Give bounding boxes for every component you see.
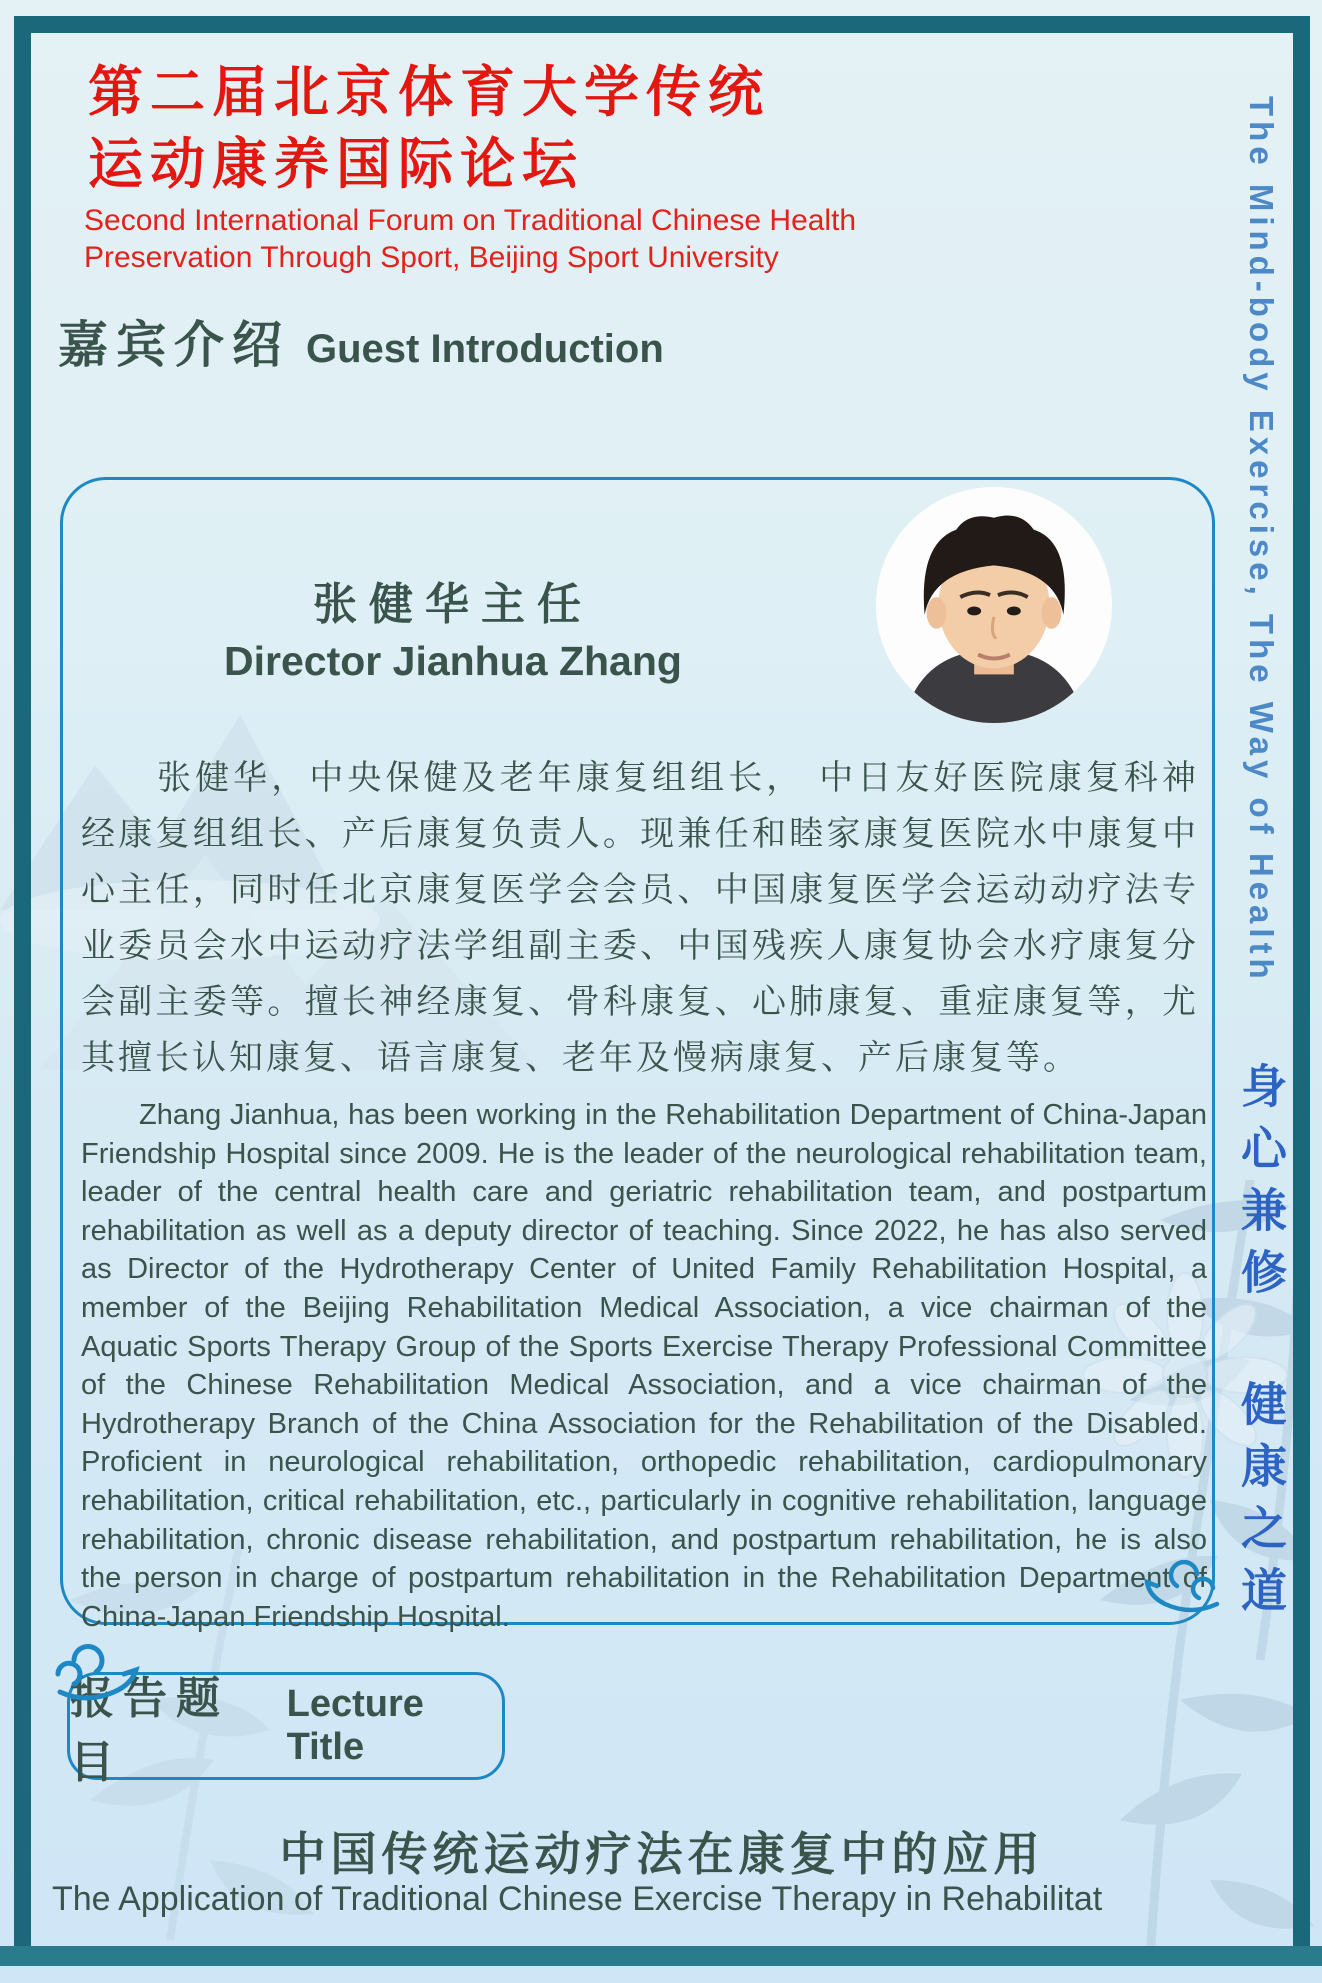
guest-introduction-heading: [58, 305, 664, 377]
sidebar-slogan-english: The Mind-body Exercise, The Way of Health: [1243, 96, 1280, 984]
guest-name-zh: 张健华主任: [313, 579, 593, 630]
lecture-title-english: The Application of Traditional Chinese Exercise Therapy in Rehabilitat: [52, 1880, 1103, 1918]
guest-bio-chinese: 张健华，中央保健及老年康复组组长， 中日友好医院康复科神经康复组组长、产后康复负责人。现兼任和睦家康复医院水中康复中心主任，同时任北京康复医学会会员、中国康复医学会运动动疗法专业委员会水中运动疗法学组副主委、中国残疾人康复协会水疗康复分会副主委等。擅长神经康复、骨科康复、心肺康复、重症康复等，尤其擅长认知康复、语言康复、老年及慢病康复、产后康复等。: [81, 758, 1199, 1078]
forum-title-chinese: [88, 56, 770, 200]
forum-title-english: [84, 202, 856, 276]
lecture-heading-en: Lecture Title: [286, 1683, 424, 1768]
guest-portrait-illustration: [875, 486, 1113, 724]
sidebar-slogan-chinese: 身心兼修 健康之道: [1234, 1061, 1288, 1628]
lecture-heading-zh: 报告题目: [70, 1673, 229, 1788]
guest-heading-en: Guest Introduction: [306, 327, 664, 371]
guest-bio-english: Zhang Jianhua, has been working in the Rehabilitation Department of China-Japan Friendship Hospital since 2009. He is the leader of the neurological rehabilitation team, leader of the central health care and geriatric rehabilitation team, and postpartum rehabilitation as well as a deputy director of teaching. Since 2022, he has also served as Director of the Hydrotherapy Center of United Family Rehabilitation Hospital, a member of the Beijing Rehabilitation Medical Association, a vice chairman of the Aquatic Sports Therapy Group of the Sports Exercise Therapy Professional Committee of the Chinese Rehabilitation Medical Association, and a vice chairman of the Hydrotherapy Branch of the China Association for the Rehabilitation of the Disabled. Proficient in neurological rehabilitation, orthopedic rehabilitation, cardiopulmonary rehabilitation, critical rehabilitation, etc., particularly in cognitive rehabilitation, language rehabilitation, chronic disease rehabilitation, and postpartum rehabilitation, he is also the person in charge of postpartum rehabilitation in the Rehabilitation Department of China-Japan Friendship Hospital.: [81, 1099, 1207, 1633]
forum-title-zh-line1: 第二届北京体育大学传统: [88, 59, 771, 124]
guest-heading-zh: 嘉宾介绍: [58, 315, 290, 374]
card-corner-cloud-icon: [1143, 1560, 1229, 1620]
guest-photo: [875, 486, 1113, 724]
lecture-box-cloud-icon: [46, 1638, 142, 1712]
sidebar-vertical-slogan: [1232, 96, 1290, 1766]
guest-name-block: [163, 568, 743, 685]
forum-title-zh-line2: 运动康养国际论坛: [88, 131, 585, 196]
guest-name-en: Director Jianhua Zhang: [224, 638, 682, 684]
forum-title-en-line2: Preservation Through Sport, Beijing Sport University: [84, 241, 779, 274]
forum-title-en-line1: Second International Forum on Traditional Chinese Health: [84, 204, 857, 237]
lecture-title-chinese: 中国传统运动疗法在康复中的应用: [279, 1827, 1045, 1881]
guest-card: [60, 477, 1215, 1633]
